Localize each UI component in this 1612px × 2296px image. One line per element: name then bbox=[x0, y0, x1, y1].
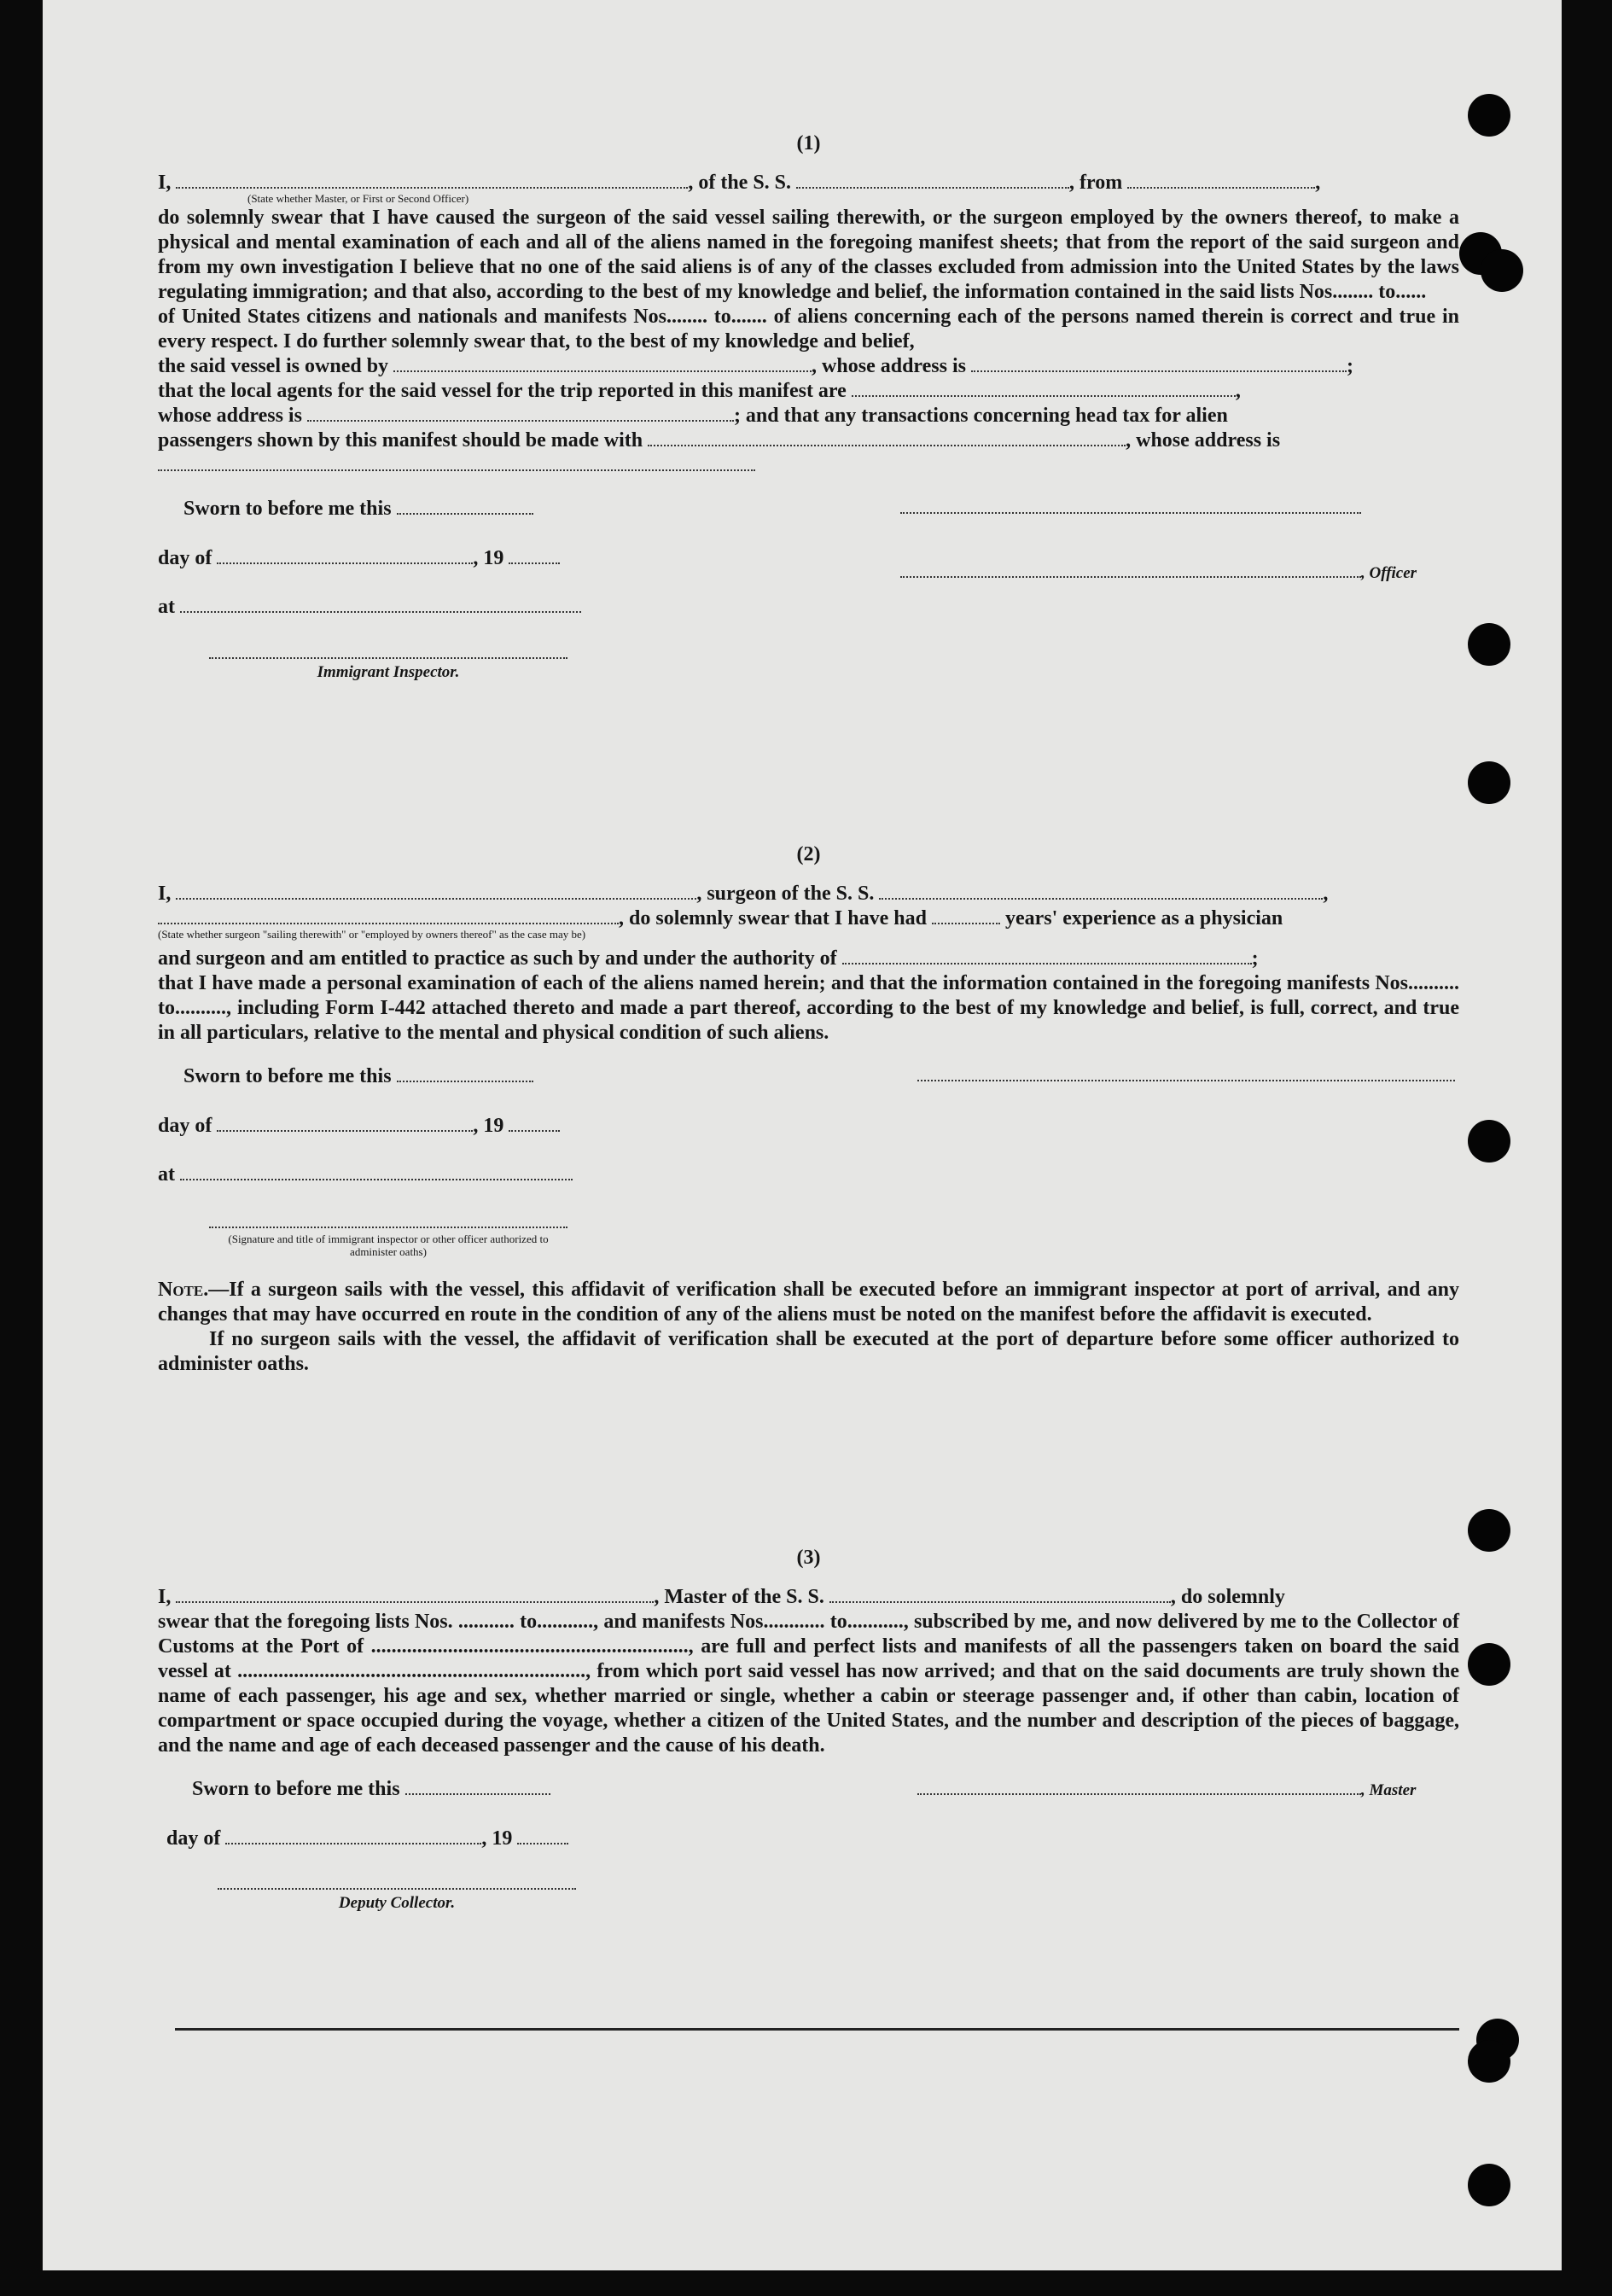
note-paragraph bbox=[158, 1278, 1459, 1327]
label: ; and that any transactions concerning head tax for alien bbox=[733, 405, 1228, 427]
vessel-name-field[interactable] bbox=[829, 1586, 1171, 1603]
master-caption: , Master bbox=[1361, 1781, 1417, 1799]
punch-hole bbox=[1468, 2164, 1510, 2206]
label: Sworn to before me this bbox=[183, 1065, 392, 1087]
punch-hole bbox=[1481, 249, 1523, 292]
note-text: —If a surgeon sails with the vessel, this affidavit of verification shall be executed before an immigrant inspector at port of arrival, and any changes that may have occurred en route in the condition of any of the aliens must be noted on the manifest before the affidavit is executed. bbox=[158, 1279, 1459, 1326]
punch-hole bbox=[1468, 1643, 1510, 1686]
label: day of bbox=[166, 1827, 221, 1850]
oath-paragraph: do solemnly swear that I have caused the surgeon of the said vessel sailing therewith, or the surgeon employed by the owners thereof, to make a physical and mental examination of each and all of the aliens named in the foregoing manifest sheets; that from the report of the said surgeon and from my own investigation I believe that no one of the said aliens is of any of the classes excluded from admission into the United States by the laws regulating immigration; and that also, according to the best of my knowledge and belief, the information contained in the said lists Nos........ to...... bbox=[158, 207, 1459, 303]
label: I, bbox=[158, 172, 172, 194]
affidavit-section-1: (1) I, , of the S. S. , from , (State whether Master, or First or Second Officer) do solemnly swear that I have caused the surgeon of the said vessel sailing therewith, or the surgeon employed by the owners thereof, to make a physical and mental examination of each and all of the aliens named in the foregoing manifest sheets; that from the report of the said surgeon and from my own investigation I believe that no one of the said aliens is of any of the classes excluded from admission into the United States by the laws regulating immigration; and that also, according to the best of my knowledge and belief, the information contained in the said lists Nos........ to...... of United States citizens and nationals and manifests Nos........ to....... of aliens concerning each of the persons named therein is correct and true in every respect. I do further solemnly swear that, to the best of my knowledge and belief, the said vessel is owned by , whose address is ; that the local agents for the said vessel for the trip reported in this manifest are , whose address is ; and that any transactions concerning head tax for alien passengers shown by this manifest should be made with , whose address is Sworn to before me this day of , 19 at Immigrant Inspector. , Officer bbox=[158, 132, 1459, 681]
collector-caption: Deputy Collector. bbox=[338, 1894, 456, 1912]
label: at bbox=[158, 596, 175, 618]
head-tax-address-field[interactable] bbox=[158, 454, 755, 471]
label: , 19 bbox=[473, 1115, 504, 1137]
authority-field[interactable] bbox=[842, 947, 1252, 964]
field-caption: (State whether Master, or First or Second Officer) bbox=[247, 192, 469, 205]
sworn-year-field[interactable] bbox=[517, 1827, 568, 1844]
bottom-rule bbox=[175, 2028, 1459, 2031]
sworn-month-field[interactable] bbox=[217, 1115, 473, 1132]
inspector-caption: Immigrant Inspector. bbox=[317, 663, 460, 681]
affidavit-section-2: (2) I, , surgeon of the S. S. , , do solemnly swear that I have had years' experience as a physician (State whether surgeon "sailing therewith" or "employed by owners thereof" as the case may be) and surgeon and am entitled to practice as such by and under the authority of ; that I have made a personal examination of each of the aliens named herein; and that the information contained in the foregoing manifests Nos.......... to.........., including Form I-442 attached thereto and made a part thereof, according to the best of my knowledge and belief, is full, correct, and true in all particulars, relative to the mental and physical condition of such aliens. Sworn to before me this day of , 19 at (Signature and title of immigrant inspector or other officer authorized to administer oaths) Note.—If a surgeon sails with the vessel, this affidavit of verification shall be executed before an immigrant inspector at port of arrival, and any changes that may have occurred en route in the condition of any of the aliens must be noted on the manifest before the affidavit is executed. If no surgeon sails with the vessel, the affidavit of verification shall be executed at the port of departure before some officer authorized to administer oaths. bbox=[158, 843, 1459, 1375]
label: and surgeon and am entitled to practice as such by and under the authority of bbox=[158, 947, 837, 970]
label: the said vessel is owned by bbox=[158, 355, 389, 377]
master-name-field[interactable] bbox=[176, 1586, 654, 1603]
sworn-place-field[interactable] bbox=[180, 1163, 573, 1180]
field-caption: (State whether surgeon "sailing therewith" or "employed by owners thereof" as the case may be) bbox=[158, 928, 586, 941]
section-number: (2) bbox=[796, 843, 821, 865]
punch-hole bbox=[1468, 94, 1510, 137]
label: , surgeon of the S. S. bbox=[696, 883, 875, 905]
label: at bbox=[158, 1163, 175, 1186]
sworn-month-field[interactable] bbox=[225, 1827, 481, 1844]
oath-paragraph: swear that the foregoing lists Nos. ........... to..........., and manifests Nos............ to..........., subscribed by me, and now delivered by me to the Collector of Customs at the Port of .............................................................., are full and perfect lists and manifests of all the passengers taken on board the said vessel at ...................................................................., from which port said vessel has now arrived; and that on the said documents are truly shown the name of each passenger, his age and sex, whether married or single, whether a cabin or steerage passenger and, if other than cabin, location of compartment or space occupied during the voyage, whether a citizen of the United States, and the number and description of the pieces of baggage, and the name and age of each deceased passenger and the cause of his death. bbox=[158, 1611, 1459, 1757]
master-signature-field[interactable] bbox=[917, 1778, 1361, 1795]
punch-hole bbox=[1468, 761, 1510, 804]
punch-hole bbox=[1468, 1120, 1510, 1163]
punch-hole bbox=[1468, 2040, 1510, 2083]
label: that the local agents for the said vessel for the trip reported in this manifest are bbox=[158, 380, 847, 402]
section-number: (3) bbox=[796, 1547, 821, 1569]
agents-field[interactable] bbox=[852, 380, 1236, 397]
inspector-signature-field[interactable] bbox=[209, 642, 567, 659]
sworn-year-field[interactable] bbox=[509, 547, 560, 564]
label: I, bbox=[158, 1586, 172, 1608]
inspector-signature-field[interactable] bbox=[209, 1211, 567, 1228]
section-number: (1) bbox=[796, 132, 821, 154]
label: day of bbox=[158, 547, 212, 569]
sworn-date-field[interactable] bbox=[397, 1065, 533, 1082]
label: Sworn to before me this bbox=[183, 498, 392, 520]
label: , 19 bbox=[473, 547, 504, 569]
note-label: Note. bbox=[158, 1279, 209, 1301]
oath-paragraph: of United States citizens and nationals and manifests Nos........ to....... of aliens concerning each of the persons named therein is correct and true in every respect. I do further solemnly swear that, to the best of my knowledge and belief, bbox=[158, 306, 1459, 353]
sworn-year-field[interactable] bbox=[509, 1115, 560, 1132]
sworn-date-field[interactable] bbox=[405, 1778, 550, 1795]
surgeon-name-field[interactable] bbox=[176, 883, 696, 900]
agents-address-field[interactable] bbox=[307, 405, 734, 422]
label: , of the S. S. bbox=[688, 172, 792, 194]
form-page bbox=[43, 0, 1562, 2270]
label: years' experience as a physician bbox=[1004, 907, 1283, 929]
label: , do solemnly bbox=[1170, 1586, 1285, 1608]
surgeon-signature-field[interactable] bbox=[917, 1064, 1455, 1081]
note-paragraph: If no surgeon sails with the vessel, the affidavit of verification shall be executed at the port of departure before some officer authorized to administer oaths. bbox=[158, 1328, 1459, 1375]
label: day of bbox=[158, 1115, 212, 1137]
owner-address-field[interactable] bbox=[971, 355, 1347, 372]
from-port-field[interactable] bbox=[1127, 172, 1315, 189]
oath-paragraph: that I have made a personal examination of each of the aliens named herein; and that the information contained in the foregoing manifests Nos.......... to.........., including Form I-442 attached thereto and made a part thereof, according to the best of my knowledge and belief, is full, correct, and true in all particulars, relative to the mental and physical condition of such aliens. bbox=[158, 972, 1459, 1044]
officer-signature-field[interactable] bbox=[900, 561, 1361, 578]
affidavit-section-3 bbox=[158, 1547, 1459, 1922]
head-tax-contact-field[interactable] bbox=[648, 429, 1126, 446]
surgeon-status-field[interactable] bbox=[158, 907, 619, 924]
officer-caption: , Officer bbox=[1361, 564, 1417, 582]
label: , from bbox=[1069, 172, 1123, 194]
collector-signature-field[interactable] bbox=[218, 1873, 576, 1890]
label: , do solemnly swear that I have had bbox=[619, 907, 927, 929]
sworn-place-field[interactable] bbox=[180, 596, 581, 613]
punch-hole bbox=[1468, 623, 1510, 666]
label: Sworn to before me this bbox=[192, 1778, 400, 1800]
vessel-name-field[interactable] bbox=[879, 883, 1323, 900]
vessel-name-field[interactable] bbox=[796, 172, 1069, 189]
punch-hole bbox=[1468, 1509, 1510, 1552]
label: , Master of the S. S. bbox=[654, 1586, 824, 1608]
owner-field[interactable] bbox=[393, 355, 812, 372]
label: , whose address is bbox=[1126, 429, 1281, 452]
label: , whose address is bbox=[812, 355, 966, 377]
label: , 19 bbox=[481, 1827, 513, 1850]
label: I, bbox=[158, 883, 172, 905]
label: passengers shown by this manifest should be made with bbox=[158, 429, 643, 452]
signature-caption: (Signature and title of immigrant inspector or other officer authorized to administer oaths) bbox=[228, 1232, 549, 1258]
officer-name-field[interactable] bbox=[176, 172, 688, 189]
officer-signature-line[interactable] bbox=[900, 497, 1361, 514]
label: whose address is bbox=[158, 405, 302, 427]
sworn-date-field[interactable] bbox=[397, 498, 533, 515]
sworn-month-field[interactable] bbox=[217, 547, 473, 564]
years-experience-field[interactable] bbox=[932, 907, 1000, 924]
